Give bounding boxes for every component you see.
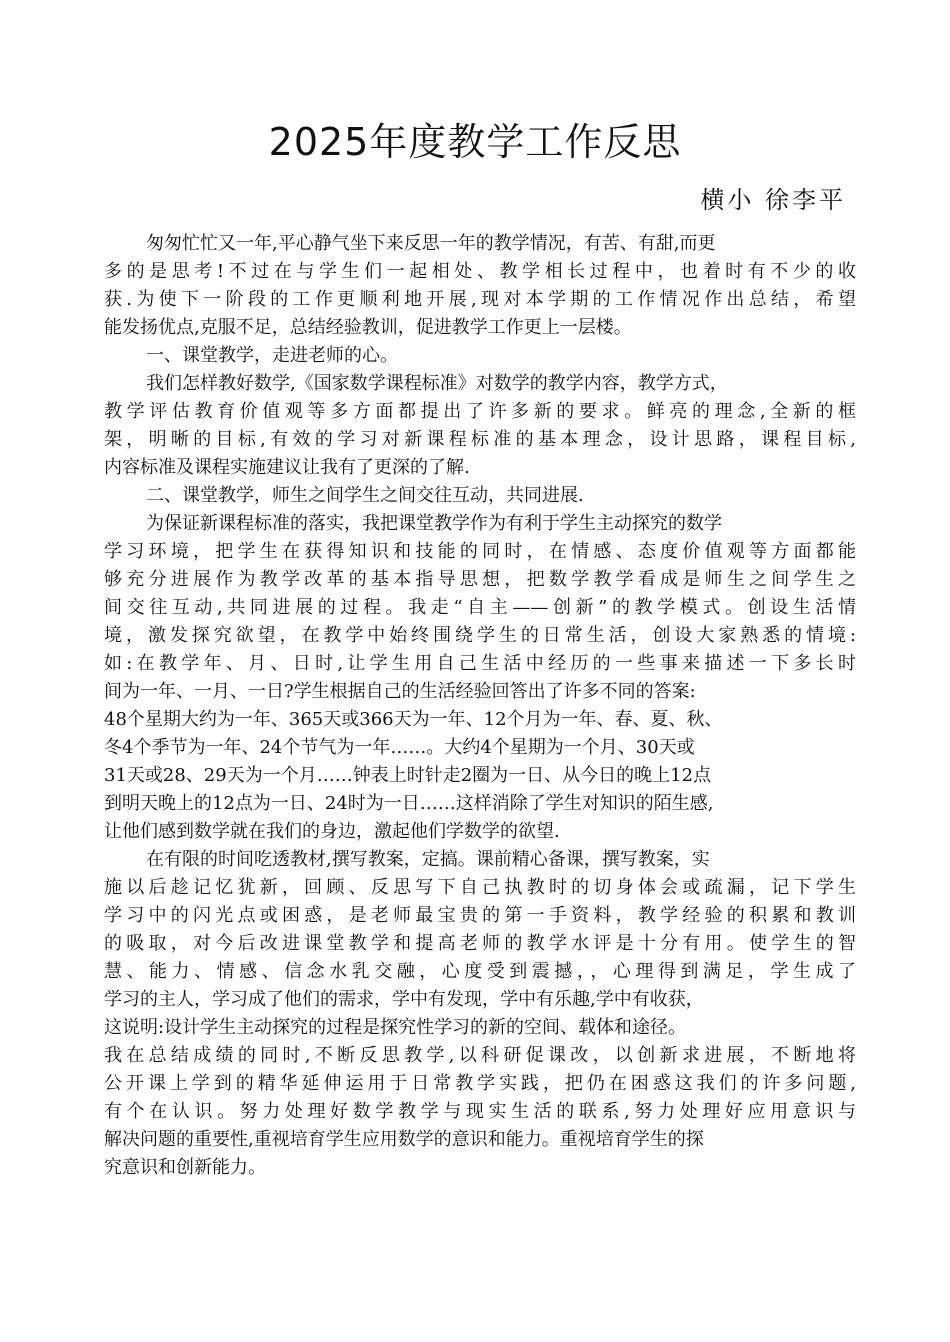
text-line: 48个星期大约为一年、365天或366天为一年、12个月为一年、春、夏、秋、 xyxy=(104,709,723,730)
section-heading: 二、课堂教学，师生之间学生之间交往互动，共同进展. xyxy=(146,485,584,506)
text-line: 架，明晰的目标,有效的学习对新课程标准的基本理念，设计思路，课程目标, xyxy=(104,429,856,450)
document-title: 2025年度教学工作反思 xyxy=(268,120,682,164)
text-line: 匆匆忙忙又一年,平心静气坐下来反思一年的教学情况，有苦、有甜,而更 xyxy=(146,233,716,254)
text-line: 我们怎样教好数学,《国家数学课程标准》对数学的教学内容，教学方式， xyxy=(146,373,728,394)
document-body xyxy=(104,230,856,1182)
text-line: 能发扬优点,克服不足，总结经验教训，促进教学工作更上一层楼。 xyxy=(104,317,632,338)
text-line: 多的是思考!不过在与学生们一起相处、教学相长过程中，也着时有不少的收 xyxy=(104,261,856,282)
text-line: 够充分进展作为教学改革的基本指导思想，把数学教学看成是师生之间学生之 xyxy=(104,569,856,590)
text-line: 施以后趁记忆犹新，回顾、反思写下自己执教时的切身体会或疏漏，记下学生 xyxy=(104,877,856,898)
text-line: 31天或28、29天为一个月……钟表上时针走2圈为一日、从今日的晚上12点 xyxy=(104,765,712,786)
text-line: 如:在教学年、月、日时,让学生用自己生活中经历的一些事来描述一下多长时 xyxy=(104,653,856,674)
text-line: 解决问题的重要性,重视培育学生应用数学的意识和能力。重视培育学生的探 xyxy=(104,1129,704,1150)
text-line: 学习的主人，学习成了他们的需求，学中有发现，学中有乐趣,学中有收获， xyxy=(104,989,704,1010)
text-line: 到明天晚上的12点为一日、24时为一日……这样消除了学生对知识的陌生感, xyxy=(104,793,714,814)
text-line: 学习环境，把学生在获得知识和技能的同时，在情感、态度价值观等方面都能 xyxy=(104,541,856,562)
text-line: 让他们感到数学就在我们的身边，激起他们学数学的欲望. xyxy=(104,821,560,842)
text-line: 究意识和创新能力。 xyxy=(104,1157,266,1178)
text-line: 获.为使下一阶段的工作更顺利地开展,现对本学期的工作情况作出总结，希望 xyxy=(104,289,856,310)
text-line: 为保证新课程标准的落实，我把课堂教学作为有利于学生主动探究的数学 xyxy=(146,513,722,534)
text-line: 在有限的时间吃透教材,撰写教案，定搞。课前精心备课，撰写教案，实 xyxy=(146,849,710,870)
section-heading: 一、课堂教学，走进老师的心。 xyxy=(146,345,398,366)
text-line: 我在总结成绩的同时,不断反思教学,以科研促课改，以创新求进展，不断地将 xyxy=(104,1045,856,1066)
text-line: 公开课上学到的精华延伸运用于日常教学实践，把仍在困惑这我们的许多问题, xyxy=(104,1073,856,1094)
text-line: 慧、能力、情感、信念水乳交融，心度受到震撼，，心理得到满足，学生成了 xyxy=(104,961,856,982)
author-line: 横小 徐李平 xyxy=(700,186,846,214)
text-line: 间交往互动,共同进展的过程。我走“自主——创新”的教学模式。创设生活情 xyxy=(104,597,856,618)
text-line: 内容标准及课程实施建议让我有了更深的了解. xyxy=(104,457,470,478)
text-line: 这说明:设计学生主动探究的过程是探究性学习的新的空间、载体和途径。 xyxy=(104,1017,687,1038)
text-line: 教学评估教育价值观等多方面都提出了许多新的要求。鲜亮的理念,全新的框 xyxy=(104,401,856,422)
text-line: 有个在认识。努力处理好数学教学与现实生活的联系,努力处理好应用意识与 xyxy=(104,1101,856,1122)
text-line: 的吸取，对今后改进课堂教学和提高老师的教学水评是十分有用。使学生的智 xyxy=(104,933,856,954)
text-line: 冬4个季节为一年、24个节气为一年……。大约4个星期为一个月、30天或 xyxy=(104,737,695,758)
text-line: 间为一年、一月、一日?学生根据自己的生活经验回答出了许多不同的答案: xyxy=(104,681,696,702)
text-line: 学习中的闪光点或困惑，是老师最宝贵的第一手资料，教学经验的积累和教训 xyxy=(104,905,856,926)
text-line: 境，激发探究欲望，在教学中始终围绕学生的日常生活，创设大家熟悉的情境: xyxy=(104,625,856,646)
